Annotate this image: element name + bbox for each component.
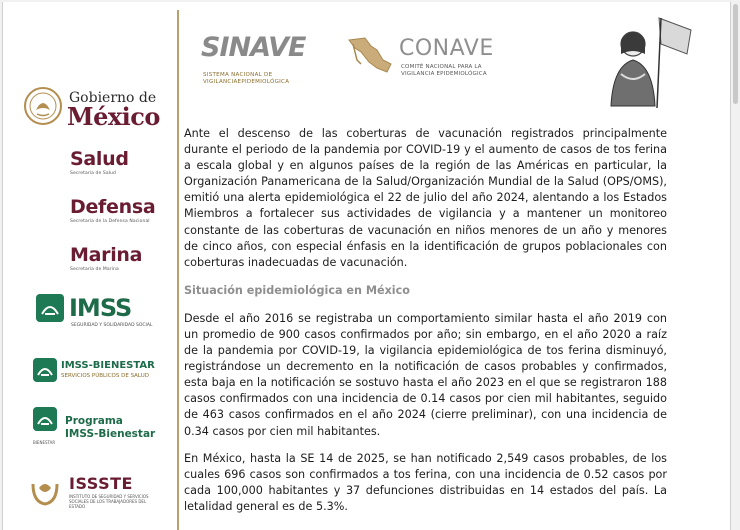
conave-sub-line1: COMITÉ NACIONAL PARA LA (401, 64, 482, 70)
conave-name: CONAVE (399, 36, 494, 61)
salud-logo (70, 148, 129, 176)
history-paragraph: Desde el año 2016 se registraba un comportamiento similar hasta el año 2019 con un promedio de 900 casos confirmados por año; sin embargo, en el año 2020 a raíz de la pandemia por COVID-19, la vigilancia epidemiológica de tos ferina disminuyó, registrándose un decremento en la notificación de casos probables y confirmados, esta baja en la notificación se sostuvo hasta el año 2023 en el que se registraron 188 casos confirmados con una incidencia de 0.14 casos por cien mil habitantes, seguido de 463 casos confirmados en el año 2024 (cierre preliminar), con una incidencia de 0.34 casos por cien mil habitantes. (184, 311, 667, 438)
document-page (2, 2, 731, 530)
imss-eagle-icon (36, 294, 64, 322)
programa-line1: Programa (65, 415, 123, 427)
mexico-map-icon (347, 34, 395, 78)
conave-sub (401, 64, 487, 78)
defensa-logo (70, 196, 155, 224)
current-situation-paragraph: En México, hasta la SE 14 de 2025, se han notificado 2,549 casos probables, de los cuales 696 casos son confirmados a tos ferina, con una incidencia de 0.52 casos por cada 100,000 habitantes y 37 defunciones distribuidas en 14 estados del país. La letalidad general es de 5.3%. (184, 451, 667, 513)
issste-hands-icon (29, 474, 61, 506)
gobierno-de-mexico-logo (23, 84, 163, 132)
national-seal-icon (23, 86, 63, 126)
marina-sub: Secretaría de Marina (70, 267, 119, 272)
defensa-sub: Secretaría de la Defensa Nacional (70, 219, 150, 224)
imss-bienestar-name: IMSS-BIENESTAR (61, 360, 155, 371)
imss-bienestar-sub: SERVICIOS PÚBLICOS DE SALUD (61, 373, 149, 379)
salud-name: Salud (70, 148, 129, 170)
programa-sub: BIENESTAR (33, 440, 56, 445)
salud-sub: Secretaría de Salud (70, 171, 116, 176)
marina-name: Marina (70, 244, 143, 266)
marina-logo (70, 244, 142, 272)
sinave-sub (203, 72, 289, 85)
issste-name: ISSSTE (69, 474, 133, 493)
defensa-name: Defensa (70, 196, 156, 218)
gobierno-line2: México (67, 102, 160, 131)
sinave-name: SINAVE (201, 32, 306, 63)
imss-sub: SEGURIDAD Y SOLIDARIDAD SOCIAL (71, 323, 153, 328)
vertical-divider (177, 10, 179, 530)
scrollbar-thumb[interactable] (733, 4, 738, 104)
section-title: Situación epidemiológica en México (184, 283, 410, 297)
sinave-sub-line1: SISTEMA NACIONAL DE (203, 72, 273, 78)
conave-logo (347, 34, 537, 86)
heroine-illustration (599, 14, 693, 108)
conave-sub-line2: VIGILANCIA EPIDEMIOLÓGICA (401, 71, 487, 77)
imss-name: IMSS (69, 294, 132, 322)
vertical-scrollbar[interactable] (731, 0, 740, 530)
gobierno-line1: Gobierno de (69, 90, 157, 106)
sinave-logo (199, 32, 319, 88)
programa-line2: IMSS-Bienestar (65, 428, 156, 440)
intro-paragraph: Ante el descenso de las coberturas de vacunación registrados principalmente durante el periodo de la pandemia por COVID-19 y el aumento de casos de tos ferina a escala global y en algunos países de la región de las Américas en particular, la Organización Panamericana de la Salud/Organización Mundial de la Salud (OPS/OMS), emitió una alerta epidemiológica el 22 de julio del año 2024, alentando a los Estados Miembros a fortalecer sus actividades de vigilancia y a mantener un monitoreo constante de las coberturas de vacunación en niños menores de un año y menores de cinco años, con especial énfasis en la identificación de grupos poblacionales con coberturas inadecuadas de vacunación. (184, 127, 667, 269)
imss-bienestar-eagle-icon (33, 358, 57, 382)
document-body (184, 126, 667, 515)
issste-sub: INSTITUTO DE SEGURIDAD Y SERVICIOS SOCIALES DE LOS TRABAJADORES DEL ESTADO (69, 494, 149, 509)
programa-eagle-icon (33, 407, 57, 431)
sinave-sub-line2: VIGILANCIAEPIDEMIOLÓGICA (203, 78, 290, 85)
